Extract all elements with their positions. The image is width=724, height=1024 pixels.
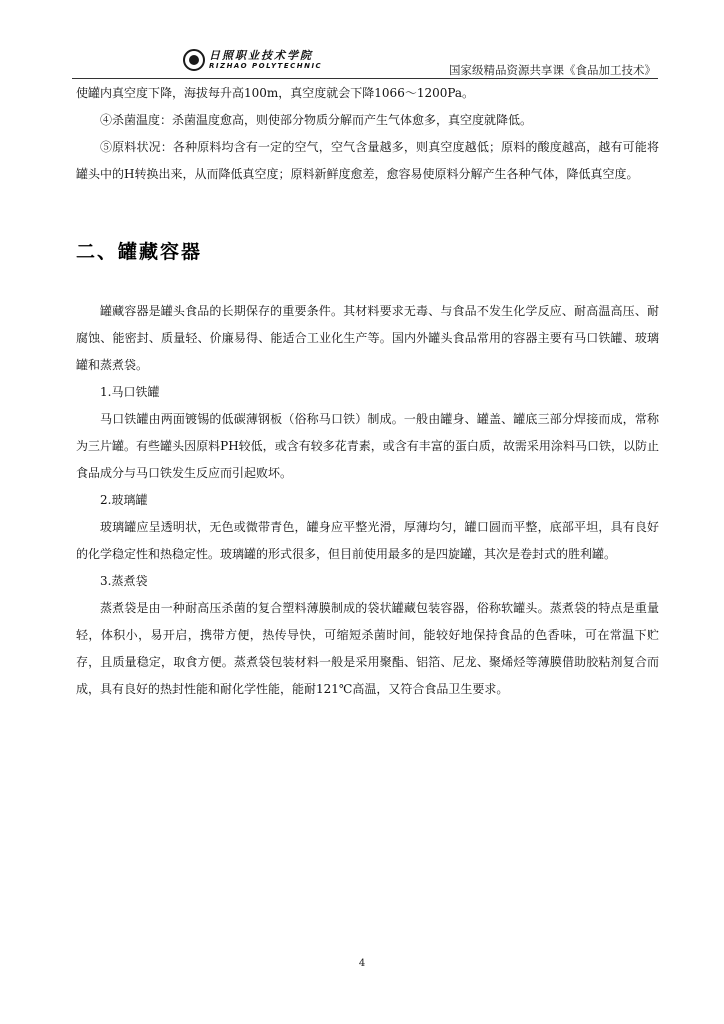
- section-body: [76, 298, 659, 703]
- school-logo: [183, 47, 322, 73]
- paragraph-sterilization-temp: ④杀菌温度：杀菌温度愈高，则使部分物质分解而产生气体愈多，真空度就降低。: [100, 113, 533, 127]
- paragraph-continued: 使罐内真空度下降，海拔每升高100m，真空度就会下降1066～1200Pa。: [76, 86, 475, 100]
- logo-english-name: RIZHAO POLYTECHNIC: [209, 62, 323, 70]
- paragraph-raw-material: ⑤原料状况：各种原料均含有一定的空气，空气含量越多，则真空度越低；原料的酸度越高，越有可能将罐头中的H转换出来，从而降低真空度；原料新鲜度愈差，愈容易使原料分解产生各种气体，降低真空度。: [76, 140, 659, 181]
- subheading-retort-pouch: 3.蒸煮袋: [100, 574, 148, 588]
- course-title: 国家级精品资源共享课《食品加工技术》: [449, 63, 656, 77]
- subheading-tinplate-can: 1.马口铁罐: [100, 385, 160, 399]
- paragraph-tinplate-can: 马口铁罐由两面镀锡的低碳薄钢板（俗称马口铁）制成。一般由罐身、罐盖、罐底三部分焊接而成，常称为三片罐。有些罐头因原料PH较低，或含有较多花青素，或含有丰富的蛋白质，故需采用涂料马口铁，以防止食品成分与马口铁发生反应而引起败坏。: [76, 412, 659, 480]
- page-number: 4: [358, 958, 366, 969]
- page-body: [76, 80, 659, 696]
- section-heading: 二、罐藏容器: [76, 241, 203, 263]
- subheading-glass-jar: 2.玻璃罐: [100, 493, 148, 507]
- paragraph-glass-jar: 玻璃罐应呈透明状，无色或微带青色，罐身应平整光滑，厚薄均匀，罐口圆而平整，底部平坦，具有良好的化学稳定性和热稳定性。玻璃罐的形式很多，但目前使用最多的是四旋罐，其次是卷封式的胜利罐。: [76, 520, 659, 561]
- header-divider: [72, 78, 658, 79]
- logo-chinese-name: 日照职业技术学院: [209, 49, 313, 62]
- school-emblem-icon: [183, 49, 205, 71]
- paragraph-retort-pouch: 蒸煮袋是由一种耐高压杀菌的复合塑料薄膜制成的袋状罐藏包装容器，俗称软罐头。蒸煮袋的特点是重量轻，体积小，易开启，携带方便，热传导快，可缩短杀菌时间，能较好地保持食品的色香味，可在常温下贮存，且质量稳定，取食方便。蒸煮袋包装材料一般是采用聚酯、铝箔、尼龙、聚烯烃等薄膜借助胶粘剂复合而成，具有良好的热封性能和耐化学性能，能耐121℃高温，又符合食品卫生要求。: [76, 601, 659, 696]
- section-intro: 罐藏容器是罐头食品的长期保存的重要条件。其材料要求无毒、与食品不发生化学反应、耐高温高压、耐腐蚀、能密封、质量轻、价廉易得、能适合工业化生产等。国内外罐头食品常用的容器主要有马口铁罐、玻璃罐和蒸煮袋。: [76, 304, 659, 372]
